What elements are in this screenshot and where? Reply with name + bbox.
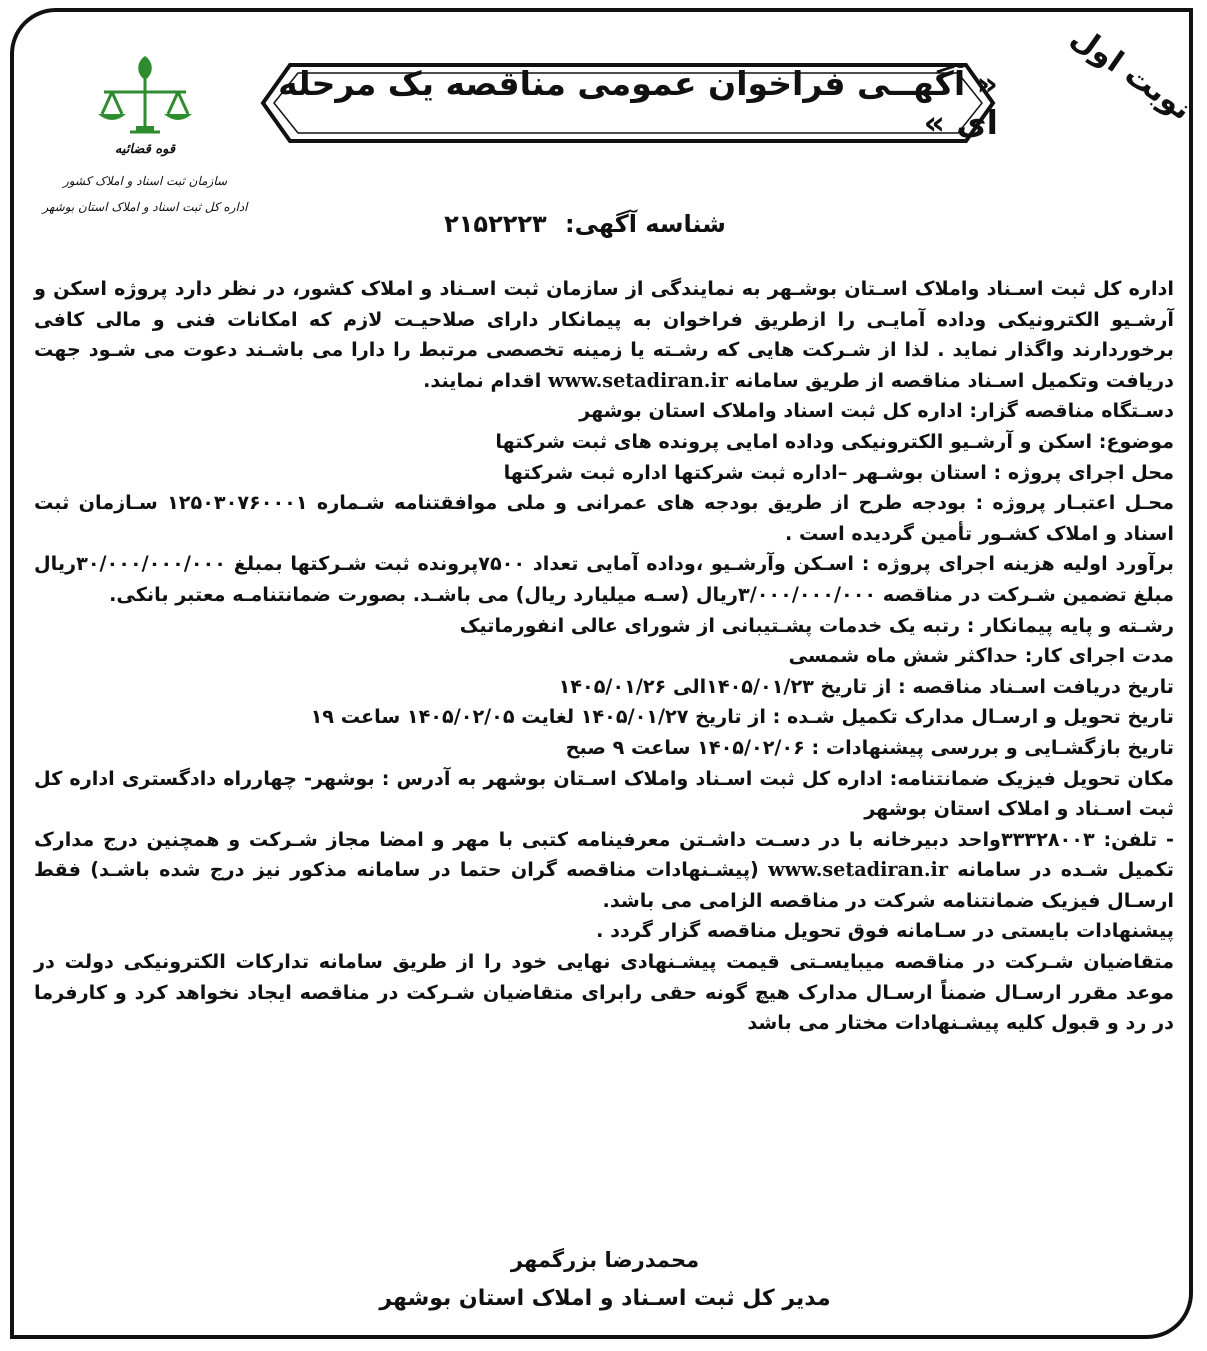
project-location: محل اجرای پروژه : استان بوشـهر –اداره ثبت شرکتها اداره ثبت شرکتها (503, 460, 1174, 484)
tender-subject: موضوع: اسکن و آرشـیو الکترونیکی وداده امایی پرونده های ثبت شرکتها (495, 429, 1174, 453)
logo-line-judiciary: قوه قضائیه (114, 142, 176, 157)
submission-dates: تاریخ تحویل و ارسـال مدارک تکمیل شـده : از تاریخ ۱۴۰۵/۰۱/۲۷ لغایت ۱۴۰۵/۰۲/۰۵ ساعت ۱۹ (310, 705, 1174, 729)
contractor-grade: رشـته و پایه پیمانکار : رتبه یک خدمات پشـتیبانی از شورای عالی انفورماتیک (459, 613, 1174, 637)
execution-duration: مدت اجرای کار: حداکثر شش ماه شمسی (788, 644, 1174, 668)
signatory-name: محمدرضا بزرگمهر (510, 1248, 700, 1272)
submission-requirement: پیشنهادات بایستی در سـامانه فوق تحویل مناقصه گزار گردد . (596, 919, 1174, 943)
phone-and-submission-notes: - تلفن: ۳۳۳۲۸۰۰۳واحد دبیرخانه با در دسـت داشـتن معرفینامه کتبی با مهر و امضا مجاز شـرکت و همچنین درج مدارک تکمیل شـده در سامانه www.setadiran.ir (پیشـنهادات مناقصه گران حتما در سامانه مذکور نیز درج شده باشـد) فقط ارسـال فیزیک ضمانتنامه شرکت در مناقصه الزامی می باشد. (34, 827, 1174, 912)
estimated-cost: برآورد اولیه هزینه اجرای پروژه : اسـکن وآرشـیو ،وداده آمایی تعداد ۷۵۰۰پرونده ثبت شـرکتها بمبلغ ۳۰/۰۰۰/۰۰۰/۰۰۰ریال مبلغ تضمین شـرکت در مناقصه ۳/۰۰۰/۰۰۰/۰۰۰ریال (سـه میلیارد ریال) می باشـد. بصورت ضمانتنامـه معتبر بانکی. (34, 552, 1174, 606)
notice-title: « آگهــی فراخوان عمومی مناقصه یک مرحله ای » (278, 64, 998, 142)
tendering-authority: دسـتگاه مناقصه گزار: اداره کل ثبت اسناد واملاک استان بوشهر (579, 399, 1174, 423)
setadiran-link-2[interactable]: www.setadiran.ir (768, 858, 948, 882)
project-funding: محـل اعتبـار پروژه : بودجه طرح از طریق بودجه های عمرانی و ملی موافقتنامه شـماره ۱۲۵۰۳۰۷۶۰۰۰۱ سـازمان ثبت اسناد و املاک کشـور تأمین گردیده است . (34, 491, 1174, 545)
notice-title-box (258, 60, 998, 146)
bidder-instructions: متقاضیان شـرکت در مناقصه میبایسـتی قیمت پیشـنهادی نهایی خود را از طریق سامانه تدارکات الکترونیکی دولت در موعد مقرر ارسـال ضمناً ارسـال مدارک هیچ گونه حقی رابرای متقاضیان شـرکت در مناقصه ایجاد نخواهد کرد و کارفرما در رد و قبول کلیه پیشـنهادات مختار می باشد (34, 950, 1174, 1035)
intro-paragraph: اداره کل ثبت اسـناد واملاک اسـتان بوشـهر به نمایندگی از سازمان ثبت اسـناد و املاک کشور، در نظر دارد پروژه اسکن و آرشـیو الکترونیکی وداده آمایـی را ازطریق فراخوان به پیمانکار دارای صلاحیـت لازم که امکانات فنی و مالی کافی برخوردارند واگذار نماید . لذا از شـرکت هایی که رشـته یا زمینه تخصصی مرتبط را دارا می باشـند دعوت می شـود جهت دریافت وتکمیل اسـناد مناقصه از طریق سامانه www.setadiran.ir اقدام نمایند. (34, 277, 1174, 392)
logo-line-provincial-office: اداره کل ثبت اسناد و املاک استان بوشهر (42, 200, 248, 214)
notice-body (34, 274, 1174, 1039)
setadiran-link[interactable]: www.setadiran.ir (548, 368, 728, 392)
iran-judiciary-emblem-icon (92, 52, 198, 142)
organization-logo (40, 52, 250, 242)
ad-id-value: ۲۱۵۲۲۲۳ (444, 210, 547, 238)
logo-line-organization: سازمان ثبت اسناد و املاک کشور (62, 174, 228, 188)
publication-round-stamp: نوبت اول (1064, 19, 1199, 128)
guarantee-delivery-place: مکان تحویل فیزیک ضمانتنامه: اداره کل ثبت اسـناد واملاک اسـتان بوشهر به آدرس : بوشهر- چهارراه دادگستری اداره کل ثبت اسـناد و املاک استان بوشهر (34, 766, 1174, 821)
document-receipt-dates: تاریخ دریافت اسـناد مناقصه : از تاریخ ۱۴۰۵/۰۱/۲۳الی ۱۴۰۵/۰۱/۲۶ (558, 674, 1174, 698)
opening-date: تاریخ بازگشـایی و بررسی پیشنهادات : ۱۴۰۵/۰۲/۰۶ ساعت ۹ صبح (565, 735, 1174, 759)
ad-id-label: شناسه آگهی: (565, 210, 726, 238)
ad-identifier (400, 210, 780, 238)
signatory-position: مدیر کل ثبت اسـناد و املاک استان بوشهر (379, 1286, 831, 1311)
